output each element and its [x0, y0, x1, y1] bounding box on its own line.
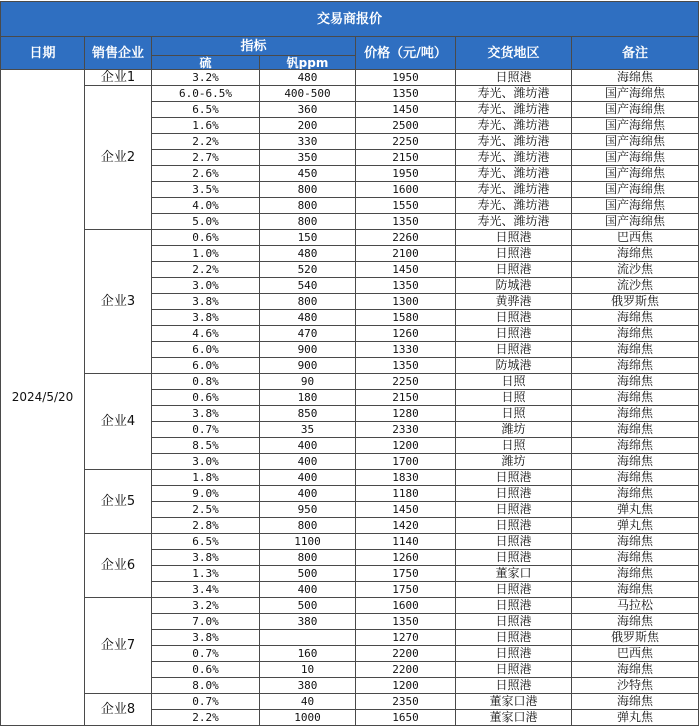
vanadium-cell: 350 [260, 150, 356, 166]
seller-column-header: 销售企业 [85, 37, 152, 70]
sulfur-cell: 3.4% [152, 582, 260, 598]
remark-cell: 海绵焦 [572, 438, 699, 454]
remark-cell: 国产海绵焦 [572, 102, 699, 118]
remark-cell: 海绵焦 [572, 694, 699, 710]
delivery-cell: 寿光、潍坊港 [456, 86, 572, 102]
price-cell: 1830 [356, 470, 456, 486]
delivery-cell: 寿光、潍坊港 [456, 198, 572, 214]
delivery-cell: 日照港 [456, 70, 572, 86]
sulfur-cell: 6.0-6.5% [152, 86, 260, 102]
dealer-quote-table [0, 1, 699, 726]
table-header [1, 2, 699, 70]
price-cell: 2250 [356, 374, 456, 390]
table-row [1, 534, 699, 550]
delivery-cell: 日照 [456, 374, 572, 390]
vanadium-cell: 800 [260, 198, 356, 214]
table-row [1, 230, 699, 246]
sulfur-cell: 5.0% [152, 214, 260, 230]
delivery-cell: 日照港 [456, 582, 572, 598]
delivery-cell: 日照港 [456, 598, 572, 614]
delivery-cell: 日照港 [456, 262, 572, 278]
sulfur-cell: 8.5% [152, 438, 260, 454]
remark-cell: 海绵焦 [572, 534, 699, 550]
remark-column-header: 备注 [572, 37, 699, 70]
vanadium-cell: 1100 [260, 534, 356, 550]
delivery-cell: 日照港 [456, 534, 572, 550]
price-cell: 2330 [356, 422, 456, 438]
price-cell: 2200 [356, 646, 456, 662]
vanadium-cell: 35 [260, 422, 356, 438]
price-cell: 1200 [356, 438, 456, 454]
delivery-cell: 董家口 [456, 566, 572, 582]
price-cell: 1700 [356, 454, 456, 470]
price-cell: 1950 [356, 70, 456, 86]
vanadium-cell: 360 [260, 102, 356, 118]
remark-cell: 海绵焦 [572, 326, 699, 342]
vanadium-cell: 200 [260, 118, 356, 134]
sulfur-cell: 0.7% [152, 646, 260, 662]
sulfur-cell: 7.0% [152, 614, 260, 630]
price-cell: 1350 [356, 358, 456, 374]
vanadium-cell: 800 [260, 214, 356, 230]
vanadium-cell: 400 [260, 470, 356, 486]
remark-cell: 沙特焦 [572, 678, 699, 694]
vanadium-cell: 800 [260, 294, 356, 310]
indicators-column-header: 指标 [152, 37, 356, 56]
sulfur-cell: 6.0% [152, 358, 260, 374]
delivery-cell: 潍坊 [456, 454, 572, 470]
sulfur-cell: 3.8% [152, 310, 260, 326]
remark-cell: 流沙焦 [572, 278, 699, 294]
sulfur-cell: 0.6% [152, 390, 260, 406]
remark-cell: 国产海绵焦 [572, 150, 699, 166]
price-cell: 1750 [356, 582, 456, 598]
price-cell: 1330 [356, 342, 456, 358]
sulfur-cell: 3.8% [152, 630, 260, 646]
delivery-column-header: 交货地区 [456, 37, 572, 70]
remark-cell: 流沙焦 [572, 262, 699, 278]
sulfur-cell: 6.5% [152, 534, 260, 550]
table-row [1, 694, 699, 710]
vanadium-cell: 800 [260, 182, 356, 198]
remark-cell: 海绵焦 [572, 406, 699, 422]
sulfur-cell: 8.0% [152, 678, 260, 694]
remark-cell: 国产海绵焦 [572, 198, 699, 214]
remark-cell: 弹丸焦 [572, 518, 699, 534]
sulfur-cell: 4.6% [152, 326, 260, 342]
delivery-cell: 日照港 [456, 246, 572, 262]
delivery-cell: 防城港 [456, 358, 572, 374]
vanadium-cell: 480 [260, 246, 356, 262]
delivery-cell: 寿光、潍坊港 [456, 102, 572, 118]
price-cell: 1280 [356, 406, 456, 422]
price-cell: 1260 [356, 326, 456, 342]
company-cell: 企业3 [85, 230, 152, 374]
vanadium-cell: 380 [260, 614, 356, 630]
table-row [1, 86, 699, 102]
sulfur-cell: 4.0% [152, 198, 260, 214]
sulfur-cell: 3.5% [152, 182, 260, 198]
sulfur-cell: 2.2% [152, 134, 260, 150]
vanadium-cell: 1000 [260, 710, 356, 726]
vanadium-cell [260, 630, 356, 646]
delivery-cell: 董家口港 [456, 710, 572, 726]
remark-cell: 海绵焦 [572, 566, 699, 582]
vanadium-cell: 330 [260, 134, 356, 150]
sulfur-cell: 3.8% [152, 294, 260, 310]
sulfur-cell: 1.3% [152, 566, 260, 582]
table-row [1, 374, 699, 390]
delivery-cell: 日照港 [456, 342, 572, 358]
delivery-cell: 寿光、潍坊港 [456, 118, 572, 134]
remark-cell: 海绵焦 [572, 550, 699, 566]
price-cell: 1450 [356, 102, 456, 118]
price-cell: 1270 [356, 630, 456, 646]
sulfur-cell: 2.8% [152, 518, 260, 534]
delivery-cell: 日照 [456, 438, 572, 454]
sulfur-cell: 2.2% [152, 262, 260, 278]
remark-cell: 弹丸焦 [572, 502, 699, 518]
company-cell: 企业8 [85, 694, 152, 726]
delivery-cell: 寿光、潍坊港 [456, 182, 572, 198]
delivery-cell: 日照港 [456, 662, 572, 678]
sulfur-cell: 2.2% [152, 710, 260, 726]
sulfur-cell: 1.6% [152, 118, 260, 134]
table-title: 交易商报价 [1, 2, 699, 37]
price-cell: 1200 [356, 678, 456, 694]
vanadium-cell: 450 [260, 166, 356, 182]
vanadium-cell: 40 [260, 694, 356, 710]
remark-cell: 海绵焦 [572, 422, 699, 438]
remark-cell: 海绵焦 [572, 582, 699, 598]
vanadium-cell: 900 [260, 358, 356, 374]
remark-cell: 海绵焦 [572, 454, 699, 470]
vanadium-cell: 90 [260, 374, 356, 390]
delivery-cell: 日照港 [456, 230, 572, 246]
table-row [1, 598, 699, 614]
delivery-cell: 日照港 [456, 470, 572, 486]
sulfur-cell: 9.0% [152, 486, 260, 502]
delivery-cell: 日照港 [456, 502, 572, 518]
delivery-cell: 日照港 [456, 518, 572, 534]
sulfur-cell: 1.0% [152, 246, 260, 262]
company-cell: 企业6 [85, 534, 152, 598]
delivery-cell: 日照 [456, 390, 572, 406]
remark-cell: 海绵焦 [572, 486, 699, 502]
price-cell: 1140 [356, 534, 456, 550]
vanadium-cell: 400-500 [260, 86, 356, 102]
price-cell: 1350 [356, 278, 456, 294]
sulfur-column-header: 硫 [152, 56, 260, 70]
sulfur-cell: 6.0% [152, 342, 260, 358]
price-cell: 1750 [356, 566, 456, 582]
vanadium-cell: 400 [260, 582, 356, 598]
delivery-cell: 黄骅港 [456, 294, 572, 310]
remark-cell: 马拉松 [572, 598, 699, 614]
delivery-cell: 防城港 [456, 278, 572, 294]
price-cell: 1420 [356, 518, 456, 534]
price-cell: 1350 [356, 86, 456, 102]
price-cell: 1950 [356, 166, 456, 182]
price-cell: 1600 [356, 182, 456, 198]
remark-cell: 海绵焦 [572, 614, 699, 630]
price-cell: 2150 [356, 390, 456, 406]
remark-cell: 巴西焦 [572, 646, 699, 662]
price-cell: 1450 [356, 502, 456, 518]
vanadium-cell: 180 [260, 390, 356, 406]
remark-cell: 俄罗斯焦 [572, 294, 699, 310]
delivery-cell: 日照港 [456, 630, 572, 646]
remark-cell: 国产海绵焦 [572, 118, 699, 134]
remark-cell: 国产海绵焦 [572, 86, 699, 102]
remark-cell: 海绵焦 [572, 70, 699, 86]
remark-cell: 弹丸焦 [572, 710, 699, 726]
remark-cell: 俄罗斯焦 [572, 630, 699, 646]
delivery-cell: 日照港 [456, 486, 572, 502]
price-cell: 1260 [356, 550, 456, 566]
remark-cell: 国产海绵焦 [572, 134, 699, 150]
delivery-cell: 日照港 [456, 550, 572, 566]
price-cell: 1650 [356, 710, 456, 726]
table-body [1, 70, 699, 726]
vanadium-cell: 470 [260, 326, 356, 342]
vanadium-cell: 800 [260, 550, 356, 566]
vanadium-cell: 480 [260, 70, 356, 86]
price-column-header: 价格（元/吨） [356, 37, 456, 70]
vanadium-cell: 400 [260, 454, 356, 470]
vanadium-cell: 800 [260, 518, 356, 534]
remark-cell: 海绵焦 [572, 390, 699, 406]
vanadium-cell: 380 [260, 678, 356, 694]
sulfur-cell: 2.6% [152, 166, 260, 182]
company-cell: 企业7 [85, 598, 152, 694]
vanadium-cell: 480 [260, 310, 356, 326]
sulfur-cell: 3.0% [152, 454, 260, 470]
delivery-cell: 寿光、潍坊港 [456, 150, 572, 166]
remark-cell: 海绵焦 [572, 470, 699, 486]
sulfur-cell: 2.7% [152, 150, 260, 166]
delivery-cell: 董家口港 [456, 694, 572, 710]
delivery-cell: 日照 [456, 406, 572, 422]
sulfur-cell: 1.8% [152, 470, 260, 486]
remark-cell: 海绵焦 [572, 246, 699, 262]
price-cell: 1350 [356, 214, 456, 230]
sulfur-cell: 0.6% [152, 230, 260, 246]
sulfur-cell: 0.7% [152, 694, 260, 710]
price-cell: 2500 [356, 118, 456, 134]
sulfur-cell: 3.8% [152, 406, 260, 422]
price-cell: 1580 [356, 310, 456, 326]
sulfur-cell: 0.6% [152, 662, 260, 678]
delivery-cell: 寿光、潍坊港 [456, 134, 572, 150]
price-cell: 2260 [356, 230, 456, 246]
price-cell: 2350 [356, 694, 456, 710]
remark-cell: 国产海绵焦 [572, 166, 699, 182]
sulfur-cell: 0.7% [152, 422, 260, 438]
vanadium-cell: 540 [260, 278, 356, 294]
delivery-cell: 寿光、潍坊港 [456, 214, 572, 230]
vanadium-cell: 400 [260, 438, 356, 454]
remark-cell: 海绵焦 [572, 662, 699, 678]
delivery-cell: 寿光、潍坊港 [456, 166, 572, 182]
remark-cell: 海绵焦 [572, 374, 699, 390]
price-cell: 2100 [356, 246, 456, 262]
company-cell: 企业2 [85, 86, 152, 230]
price-cell: 2250 [356, 134, 456, 150]
vanadium-cell: 900 [260, 342, 356, 358]
price-cell: 1180 [356, 486, 456, 502]
price-cell: 2150 [356, 150, 456, 166]
price-cell: 1450 [356, 262, 456, 278]
price-cell: 1600 [356, 598, 456, 614]
vanadium-cell: 400 [260, 486, 356, 502]
price-cell: 1350 [356, 614, 456, 630]
delivery-cell: 日照港 [456, 678, 572, 694]
company-cell: 企业5 [85, 470, 152, 534]
date-column-header: 日期 [1, 37, 85, 70]
sulfur-cell: 0.8% [152, 374, 260, 390]
sulfur-cell: 3.2% [152, 598, 260, 614]
delivery-cell: 日照港 [456, 614, 572, 630]
sulfur-cell: 6.5% [152, 102, 260, 118]
vanadium-cell: 850 [260, 406, 356, 422]
delivery-cell: 日照港 [456, 310, 572, 326]
company-cell: 企业1 [85, 70, 152, 86]
sulfur-cell: 3.2% [152, 70, 260, 86]
vanadium-cell: 10 [260, 662, 356, 678]
delivery-cell: 日照港 [456, 646, 572, 662]
vanadium-cell: 520 [260, 262, 356, 278]
sulfur-cell: 3.0% [152, 278, 260, 294]
remark-cell: 海绵焦 [572, 310, 699, 326]
remark-cell: 海绵焦 [572, 342, 699, 358]
vanadium-cell: 500 [260, 566, 356, 582]
company-cell: 企业4 [85, 374, 152, 470]
vanadium-cell: 500 [260, 598, 356, 614]
delivery-cell: 潍坊 [456, 422, 572, 438]
remark-cell: 巴西焦 [572, 230, 699, 246]
table-row [1, 70, 699, 86]
vanadium-column-header: 钒ppm [260, 56, 356, 70]
remark-cell: 海绵焦 [572, 358, 699, 374]
date-cell: 2024/5/20 [1, 70, 85, 726]
table-row [1, 470, 699, 486]
price-cell: 1300 [356, 294, 456, 310]
vanadium-cell: 150 [260, 230, 356, 246]
remark-cell: 国产海绵焦 [572, 182, 699, 198]
vanadium-cell: 160 [260, 646, 356, 662]
sulfur-cell: 2.5% [152, 502, 260, 518]
vanadium-cell: 950 [260, 502, 356, 518]
remark-cell: 国产海绵焦 [572, 214, 699, 230]
delivery-cell: 日照港 [456, 326, 572, 342]
sulfur-cell: 3.8% [152, 550, 260, 566]
price-cell: 2200 [356, 662, 456, 678]
price-cell: 1550 [356, 198, 456, 214]
